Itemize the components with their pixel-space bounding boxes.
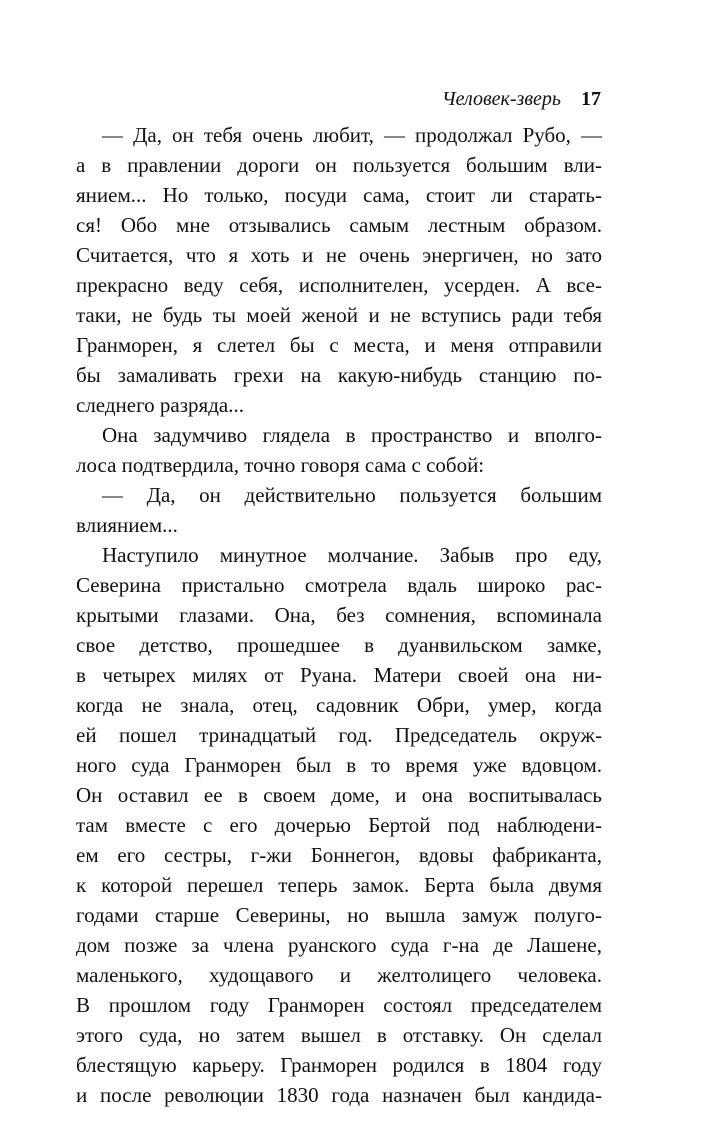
text-line: ся! Обо мне отзывались самым лестным образом. — [76, 213, 602, 237]
text-line: Северина пристально смотрела вдаль широко рас- — [76, 573, 602, 597]
page-number: 17 — [581, 88, 601, 110]
text-line: таки, не будь ты моей женой и не вступись ради тебя — [76, 303, 602, 327]
text-line: свое детство, прошедшее в дуанвильском замке, — [76, 633, 602, 657]
text-line: ного суда Гранморен был в то время уже вдовцом. — [76, 753, 602, 777]
text-line: следнего разряда... — [76, 393, 244, 417]
text-line: — Да, он действительно пользуется большим — [102, 483, 602, 507]
text-line: В прошлом году Гранморен состоял председателем — [76, 993, 602, 1017]
text-line: ей пошел тринадцатый год. Председатель окруж- — [76, 723, 602, 747]
text-line: крытыми глазами. Она, без сомнения, вспоминала — [76, 603, 602, 627]
text-line: дом позже за члена руанского суда г-на де Лашене, — [76, 933, 602, 957]
text-line: Гранморен, я слетел бы с места, и меня отправили — [76, 333, 602, 357]
text-line: влиянием... — [76, 513, 178, 537]
running-head-title: Человек-зверь — [441, 88, 561, 110]
text-line: блестящую карьеру. Гранморен родился в 1804 году — [76, 1053, 602, 1077]
text-line: и после революции 1830 года назначен был кандида- — [76, 1083, 602, 1107]
text-line: Наступило минутное молчание. Забыв про еду, — [102, 543, 602, 567]
text-line: а в правлении дороги он пользуется большим вли- — [76, 153, 602, 177]
text-line: бы замаливать грехи на какую-нибудь станцию по- — [76, 363, 602, 387]
text-line: Считается, что я хоть и не очень энергичен, но зато — [76, 243, 602, 267]
text-line: Она задумчиво глядела в пространство и вполго- — [102, 423, 602, 447]
text-line: к которой перешел теперь замок. Берта была двумя — [76, 873, 602, 897]
text-line: лоса подтвердила, точно говоря сама с собой: — [76, 453, 485, 477]
body-text — [76, 120, 602, 1110]
text-line: этого суда, но затем вышел в отставку. Он сделал — [76, 1023, 602, 1047]
text-line: ем его сестры, г-жи Боннегон, вдовы фабриканта, — [76, 843, 602, 867]
text-line: когда не знала, отец, садовник Обри, умер, когда — [76, 693, 602, 717]
text-line: прекрасно веду себя, исполнителен, усерден. А все- — [76, 273, 602, 297]
running-head — [442, 84, 601, 114]
text-line: маленького, худощавого и желтолицего человека. — [76, 963, 602, 987]
text-line: в четырех милях от Руана. Матери своей она ни- — [76, 663, 602, 687]
text-line: — Да, он тебя очень любит, — продолжал Рубо, — — [102, 123, 602, 147]
text-line: Он оставил ее в своем доме, и она воспитывалась — [76, 783, 602, 807]
text-line: янием... Но только, посуди сама, стоит ли старать- — [76, 183, 602, 207]
text-line: там вместе с его дочерью Бертой под наблюдени- — [76, 813, 602, 837]
text-line: годами старше Северины, но вышла замуж полуго- — [76, 903, 602, 927]
